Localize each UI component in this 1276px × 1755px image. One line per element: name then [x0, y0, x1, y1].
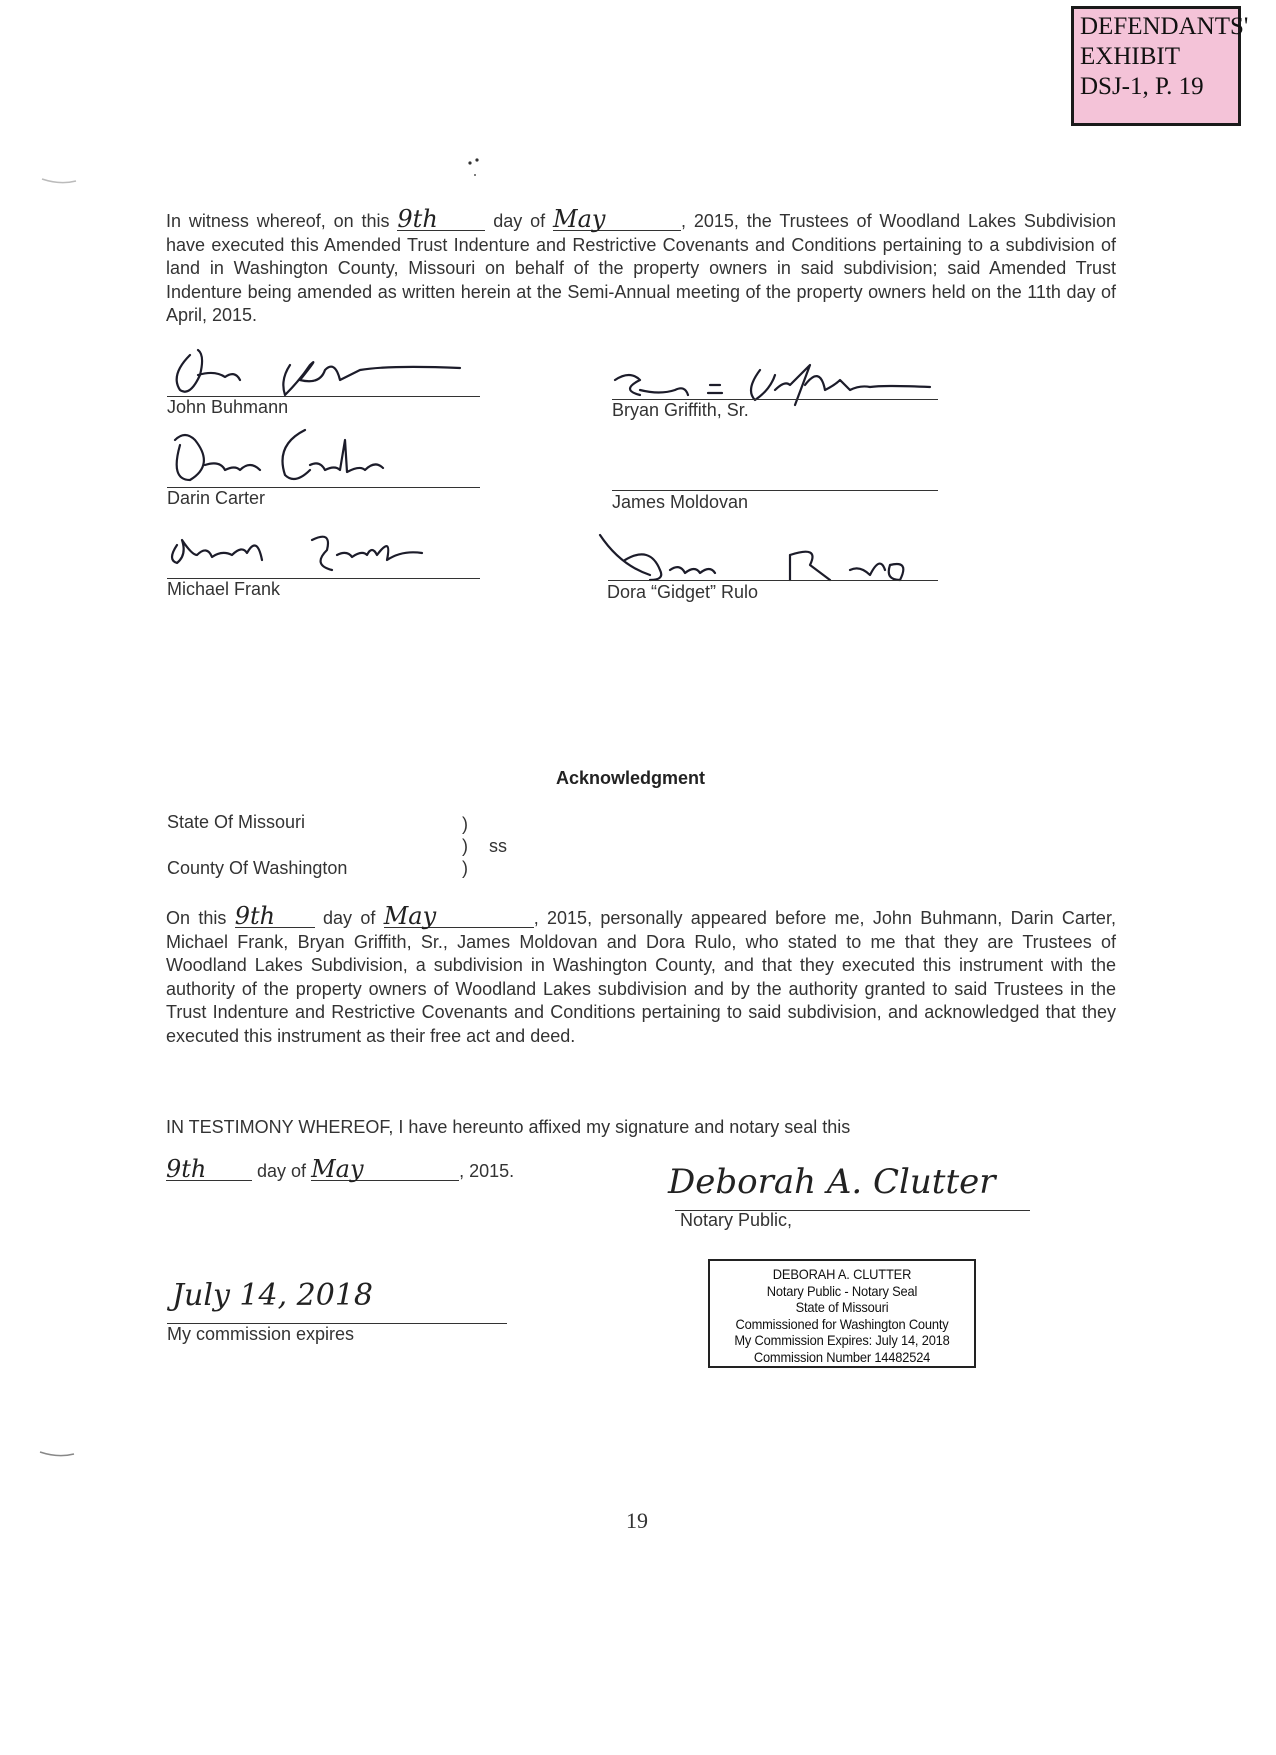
- venue-paren: ): [462, 836, 468, 856]
- signature-line: [608, 580, 938, 581]
- seal-line: Commission Number 14482524: [753, 1348, 931, 1365]
- ack-day-of: day of: [323, 908, 376, 928]
- witness-day: 9th: [397, 208, 485, 231]
- trustee-name: James Moldovan: [612, 492, 749, 512]
- testimony-year: , 2015.: [459, 1161, 515, 1181]
- witness-day-of: day of: [493, 211, 546, 231]
- signature-michael-frank: [162, 525, 452, 575]
- trustee-name: Michael Frank: [167, 579, 281, 599]
- ack-day: 9th: [235, 905, 315, 928]
- commission-label: My commission expires: [167, 1324, 355, 1344]
- commission-date-handwritten: July 14, 2018: [172, 1278, 374, 1313]
- witness-text-start: In witness whereof, on this: [166, 211, 390, 231]
- exhibit-line-3: DSJ-1, P. 19: [1080, 73, 1204, 100]
- acknowledgment-heading: Acknowledgment: [556, 768, 706, 788]
- testimony-text: IN TESTIMONY WHEREOF, I have hereunto affixed my signature and notary seal this: [166, 1117, 851, 1137]
- exhibit-line-2: EXHIBIT: [1080, 43, 1180, 70]
- notary-public-label: Notary Public,: [680, 1210, 793, 1230]
- testimony-month: May: [311, 1158, 459, 1181]
- venue-paren: ): [462, 814, 468, 834]
- signature-darin-carter: [165, 410, 425, 490]
- testimony-day: 9th: [166, 1158, 252, 1181]
- testimony-date: [166, 1155, 566, 1184]
- scan-mark: [40, 175, 80, 187]
- exhibit-line-1: DEFENDANTS': [1080, 13, 1249, 40]
- venue-ss: ss: [489, 836, 507, 856]
- venue-paren: ): [462, 858, 468, 878]
- notary-signature: Deborah A. Clutter: [668, 1162, 996, 1202]
- scan-mark: [38, 1448, 78, 1460]
- seal-line: Notary Public - Notary Seal: [766, 1282, 918, 1299]
- trustee-name: Darin Carter: [167, 488, 266, 508]
- venue-county: County Of Washington: [167, 858, 348, 878]
- signature-dora-rulo: [590, 525, 930, 585]
- witness-paragraph: [166, 205, 1116, 328]
- exhibit-sticker: [1071, 6, 1249, 126]
- scan-speck: [466, 155, 486, 185]
- seal-line: My Commission Expires: July 14, 2018: [734, 1332, 950, 1348]
- acknowledgment-paragraph: [166, 902, 1116, 1048]
- trustee-name: Bryan Griffith, Sr.: [612, 400, 749, 420]
- seal-line: DEBORAH A. CLUTTER: [772, 1266, 912, 1282]
- trustee-name: Dora “Gidget” Rulo: [607, 582, 759, 602]
- witness-month: May: [553, 208, 681, 231]
- ack-month: May: [384, 905, 534, 928]
- ack-text-start: On this: [166, 908, 227, 928]
- venue-state: State Of Missouri: [167, 812, 306, 832]
- notary-seal-stamp: [708, 1259, 976, 1368]
- seal-line: State of Missouri: [795, 1299, 889, 1315]
- seal-line: Commissioned for Washington County: [735, 1315, 949, 1332]
- testimony-day-of: day of: [257, 1161, 307, 1181]
- witness-text-rest: , 2015, the Trustees of Woodland Lakes Subdivision have executed this Amended Trust Indenture and Restrictive Covenants and Conditions pertaining to a subdivision of land in Washington County, Missouri on behalf of the property owners in said subdivision; said Amended Trust Indenture being amended as written herein at the Semi-Annual meeting of the property owners held on the 11th day of April, 2015.: [166, 211, 1116, 325]
- ack-text-rest: , 2015, personally appeared before me, John Buhmann, Darin Carter, Michael Frank, Bryan Griffith, Sr., James Moldovan and Dora Rulo, who stated to me that they are Trustees of Woodland Lakes Subdivision, a subdivision in Washington County, and that they executed this instrument with the authority of the property owners of Woodland Lakes subdivision and by the authority granted to said Trustees in the Trust Indenture and Restrictive Covenants and Conditions pertaining to said subdivision, and acknowledged that they executed this instrument as their free act and deed.: [166, 908, 1116, 1046]
- page-number: 19: [626, 1508, 648, 1533]
- signature-john-buhmann: [160, 335, 480, 405]
- trustee-name: John Buhmann: [167, 397, 289, 417]
- signature-line: [612, 490, 938, 491]
